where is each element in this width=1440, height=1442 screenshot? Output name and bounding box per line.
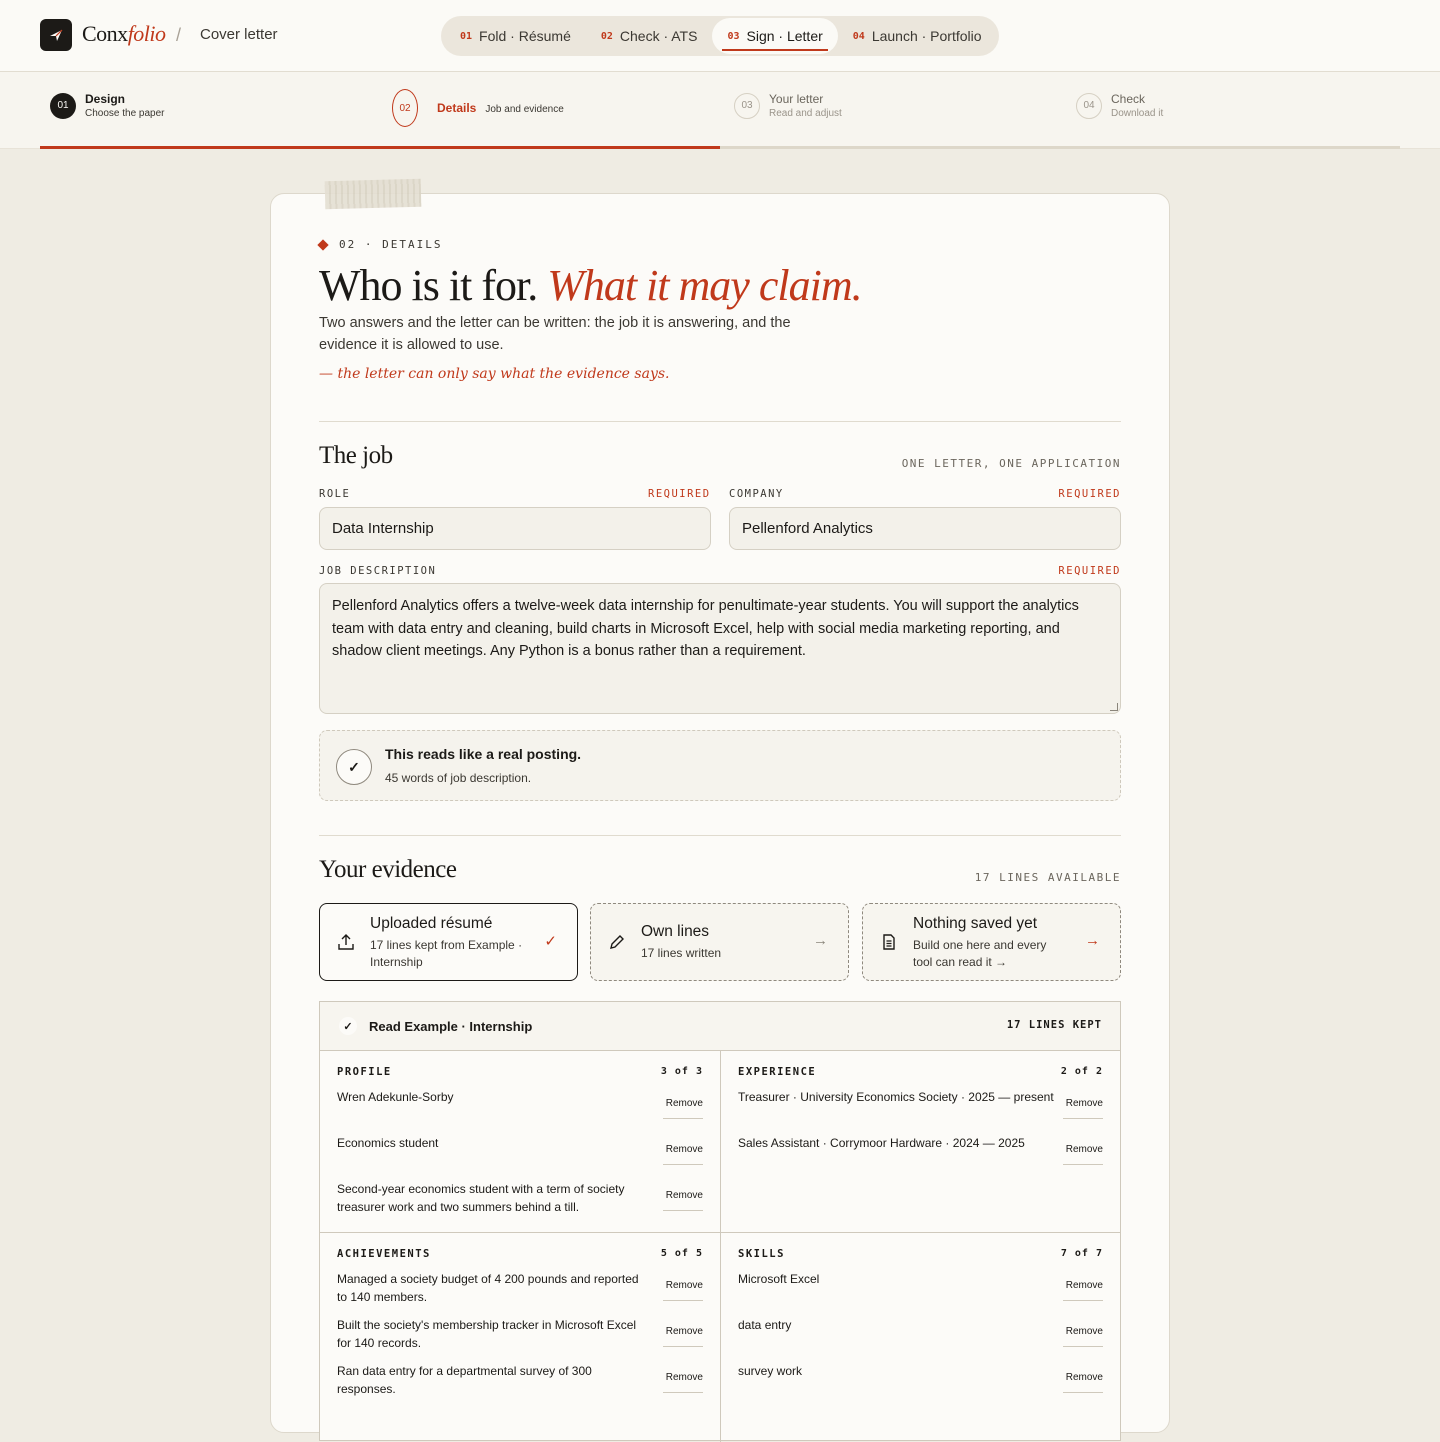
tool-switcher <box>441 16 999 56</box>
remove-button[interactable]: Remove <box>1063 1098 1103 1119</box>
step-number: 03 <box>734 93 760 119</box>
step-subtitle: Download it <box>1111 108 1164 119</box>
arrow-right-icon: → <box>1085 932 1100 949</box>
list-item: Treasurer · University Economics Society · 2025 — present Remove <box>738 1088 1103 1134</box>
job-section-meta: ONE LETTER, ONE APPLICATION <box>901 457 1121 470</box>
group-title: ACHIEVEMENTS <box>337 1248 431 1260</box>
arrow-right-icon: → <box>813 932 828 949</box>
step-title: Design <box>85 92 126 106</box>
step-subtitle: Choose the paper <box>85 108 165 119</box>
diamond-icon <box>317 239 328 250</box>
document-icon <box>880 933 898 951</box>
source-title: Own lines <box>641 923 710 940</box>
list-item: Managed a society budget of 4 200 pounds and reported to 140 members. Remove <box>337 1272 703 1304</box>
remove-button[interactable]: Remove <box>663 1280 703 1301</box>
divider <box>319 421 1121 422</box>
list-item: Economics student Remove <box>337 1134 703 1180</box>
group-experience <box>720 1051 1120 1232</box>
step-details[interactable] <box>392 89 564 127</box>
step-design[interactable] <box>50 92 165 119</box>
remove-button[interactable]: Remove <box>663 1098 703 1119</box>
list-item: Microsoft Excel Remove <box>738 1270 1103 1316</box>
list-item: Ran data entry for a departmental survey of 300 responses. Remove <box>337 1364 703 1396</box>
job-section-title: The job <box>319 442 393 469</box>
check-subtitle: 45 words of job description. <box>385 771 532 785</box>
tool-tab-resume[interactable]: 01 Fold · Résumé <box>460 28 571 44</box>
source-title: Nothing saved yet <box>913 915 1038 932</box>
company-input[interactable]: Pellenford Analytics <box>729 507 1121 550</box>
step-your-letter[interactable] <box>734 92 842 119</box>
company-required: REQUIRED <box>1058 488 1121 500</box>
step-title: Your letter <box>769 92 824 106</box>
evidence-section-meta: 17 LINES AVAILABLE <box>974 871 1121 884</box>
group-achievements <box>320 1232 720 1442</box>
evidence-section-title: Your evidence <box>319 856 457 883</box>
remove-button[interactable]: Remove <box>663 1190 703 1211</box>
remove-button[interactable]: Remove <box>1063 1372 1103 1393</box>
details-card <box>270 193 1170 1433</box>
job-description-text: Pellenford Analytics offers a twelve-week data internship for penultimate-year students. You will support the analytics team with data entry and cleaning, build charts in Microsoft Excel, help with social media marketing reporting, and shadow client meetings. Any Python is a bonus rather than a requirement. <box>332 598 1079 659</box>
company-label: COMPANY <box>729 488 784 500</box>
group-count: 5 of 5 <box>660 1248 703 1259</box>
role-required: REQUIRED <box>648 488 711 500</box>
step-number: 01 <box>50 93 76 119</box>
resume-lines-panel <box>319 1001 1121 1441</box>
step-subtitle: Job and evidence <box>485 104 564 115</box>
check-title: This reads like a real posting. <box>385 746 582 762</box>
role-label: ROLE <box>319 488 351 500</box>
list-item: Wren Adekunle-Sorby Remove <box>337 1088 703 1134</box>
top-bar <box>0 0 1440 72</box>
group-title: PROFILE <box>337 1066 392 1078</box>
group-skills <box>720 1232 1120 1442</box>
step-check[interactable] <box>1076 92 1163 119</box>
source-subtitle: 17 lines written <box>641 946 722 960</box>
remove-button[interactable]: Remove <box>1063 1144 1103 1165</box>
group-count: 2 of 2 <box>1060 1066 1103 1077</box>
job-description-textarea[interactable] <box>319 583 1121 714</box>
page-lede: Two answers and the letter can be written: the job it is answering, and the evidence it is allowed to use. <box>319 315 791 353</box>
remove-button[interactable]: Remove <box>663 1144 703 1165</box>
upload-icon <box>337 933 355 951</box>
page-title: Who is it for. What it may claim. <box>319 261 862 310</box>
role-input[interactable]: Data Internship <box>319 507 711 550</box>
job-check-result <box>319 730 1121 801</box>
remove-button[interactable]: Remove <box>1063 1280 1103 1301</box>
list-item: Sales Assistant · Corrymoor Hardware · 2024 — 2025 Remove <box>738 1134 1103 1180</box>
panel-title: Read Example · Internship <box>369 1019 533 1034</box>
source-own-lines[interactable] <box>590 903 849 981</box>
group-title: EXPERIENCE <box>738 1066 817 1078</box>
remove-button[interactable]: Remove <box>663 1372 703 1393</box>
group-title: SKILLS <box>738 1248 785 1260</box>
tool-tab-letter[interactable]: 03 Sign · Letter <box>712 18 837 54</box>
pencil-icon <box>608 933 626 951</box>
job-description-required: REQUIRED <box>1058 565 1121 577</box>
breadcrumb: Cover letter <box>200 26 278 43</box>
tape-decoration <box>325 179 422 210</box>
tool-tab-ats[interactable]: 02 Check · ATS <box>600 28 698 44</box>
source-subtitle: 17 lines kept from Example · Internship <box>370 938 523 969</box>
source-uploaded-resume[interactable] <box>319 903 578 981</box>
list-item: survey work Remove <box>738 1362 1103 1408</box>
panel-meta: 17 LINES KEPT <box>1006 1019 1102 1031</box>
evidence-groups <box>320 1051 1120 1440</box>
brand-name[interactable]: Conxfolio <box>82 21 166 46</box>
check-icon: ✓ <box>339 1017 357 1035</box>
breadcrumb-separator: / <box>176 25 182 45</box>
resize-handle-icon[interactable] <box>1110 703 1118 711</box>
source-subtitle: Build one here and every tool can read it → <box>913 938 1047 969</box>
check-icon: ✓ <box>336 749 372 785</box>
progress-fill <box>40 146 720 149</box>
step-subtitle: Read and adjust <box>769 108 842 119</box>
tool-tab-portfolio[interactable]: 04 Launch · Portfolio <box>852 28 982 44</box>
handwritten-note: — the letter can only say what the evidence says. <box>319 366 670 382</box>
remove-button[interactable]: Remove <box>663 1326 703 1347</box>
step-number: 04 <box>1076 93 1102 119</box>
job-description-label: JOB DESCRIPTION <box>319 565 437 577</box>
step-title: Check <box>1111 92 1146 106</box>
divider <box>319 835 1121 836</box>
panel-header <box>320 1002 1120 1051</box>
list-item: Built the society's membership tracker in Microsoft Excel for 140 records. Remove <box>337 1318 703 1350</box>
logo-icon[interactable] <box>40 19 72 51</box>
step-number: 02 <box>392 89 418 127</box>
group-count: 3 of 3 <box>660 1066 703 1077</box>
check-icon: ✓ <box>544 933 557 950</box>
list-item: data entry Remove <box>738 1316 1103 1362</box>
group-count: 7 of 7 <box>1060 1248 1103 1259</box>
remove-button[interactable]: Remove <box>1063 1326 1103 1347</box>
source-title: Uploaded résumé <box>370 915 493 932</box>
step-title: Details <box>437 101 477 115</box>
list-item: Second-year economics student with a term of society treasurer work and two summers behind a till. Remove <box>337 1182 703 1214</box>
progress-track <box>40 146 1400 149</box>
source-nothing-saved[interactable] <box>862 903 1121 981</box>
section-eyebrow: 02 · DETAILS <box>319 238 442 251</box>
group-profile <box>320 1051 720 1232</box>
step-progress <box>0 72 1440 149</box>
